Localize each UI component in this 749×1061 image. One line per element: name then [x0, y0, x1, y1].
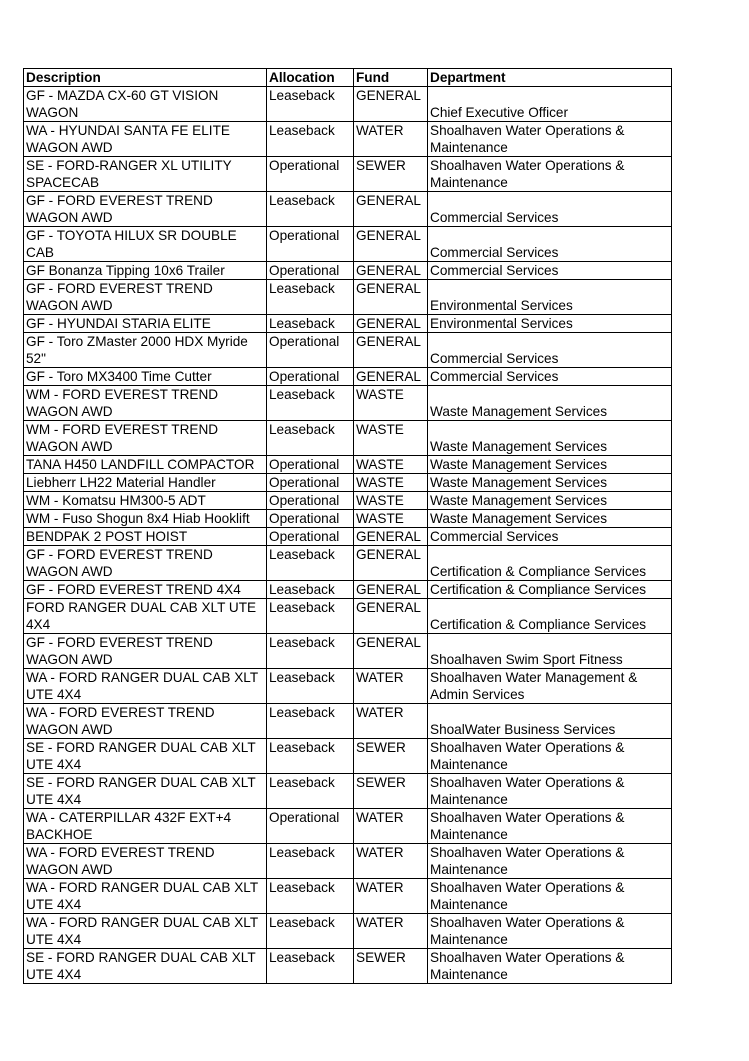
cell-allocation: Leaseback — [267, 87, 354, 122]
cell-fund: WATER — [354, 809, 428, 844]
cell-fund: WATER — [354, 669, 428, 704]
table-row — [24, 122, 672, 157]
cell-fund: GENERAL — [354, 368, 428, 386]
table-row — [24, 914, 672, 949]
cell-fund: GENERAL — [354, 546, 428, 581]
cell-description: WA - FORD RANGER DUAL CAB XLT UTE 4X4 — [24, 669, 267, 704]
cell-department: Certification & Compliance Services — [428, 581, 672, 599]
cell-fund: GENERAL — [354, 581, 428, 599]
table-header — [24, 69, 672, 87]
cell-fund: GENERAL — [354, 227, 428, 262]
cell-fund: WASTE — [354, 492, 428, 510]
cell-department: Certification & Compliance Services — [428, 546, 672, 581]
cell-department: Commercial Services — [428, 192, 672, 227]
cell-description: TANA H450 LANDFILL COMPACTOR — [24, 456, 267, 474]
cell-department: Commercial Services — [428, 262, 672, 280]
cell-allocation: Leaseback — [267, 599, 354, 634]
cell-department: Shoalhaven Water Operations & Maintenance — [428, 122, 672, 157]
cell-description: GF - MAZDA CX-60 GT VISION WAGON — [24, 87, 267, 122]
cell-department: Shoalhaven Water Operations & Maintenance — [428, 914, 672, 949]
cell-description: GF - Toro MX3400 Time Cutter — [24, 368, 267, 386]
table-row — [24, 844, 672, 879]
cell-allocation: Leaseback — [267, 844, 354, 879]
cell-department: Commercial Services — [428, 333, 672, 368]
cell-fund: WASTE — [354, 474, 428, 492]
cell-description: GF - Toro ZMaster 2000 HDX Myride 52" — [24, 333, 267, 368]
cell-description: FORD RANGER DUAL CAB XLT UTE 4X4 — [24, 599, 267, 634]
cell-description: GF - TOYOTA HILUX SR DOUBLE CAB — [24, 227, 267, 262]
table-row — [24, 879, 672, 914]
cell-description: SE - FORD RANGER DUAL CAB XLT UTE 4X4 — [24, 774, 267, 809]
cell-allocation: Leaseback — [267, 315, 354, 333]
cell-description: GF - FORD EVEREST TREND WAGON AWD — [24, 546, 267, 581]
cell-department: Shoalhaven Water Operations & Maintenance — [428, 157, 672, 192]
cell-department: Environmental Services — [428, 280, 672, 315]
cell-department: Waste Management Services — [428, 456, 672, 474]
cell-fund: WASTE — [354, 421, 428, 456]
cell-department: Waste Management Services — [428, 474, 672, 492]
table-row — [24, 333, 672, 368]
cell-allocation: Leaseback — [267, 949, 354, 984]
cell-allocation: Leaseback — [267, 704, 354, 739]
cell-allocation: Leaseback — [267, 386, 354, 421]
cell-description: SE - FORD-RANGER XL UTILITY SPACECAB — [24, 157, 267, 192]
cell-description: WA - HYUNDAI SANTA FE ELITE WAGON AWD — [24, 122, 267, 157]
cell-fund: WATER — [354, 879, 428, 914]
cell-description: WA - CATERPILLAR 432F EXT+4 BACKHOE — [24, 809, 267, 844]
table-row — [24, 456, 672, 474]
cell-description: WM - FORD EVEREST TREND WAGON AWD — [24, 421, 267, 456]
cell-fund: WATER — [354, 844, 428, 879]
cell-fund: WASTE — [354, 510, 428, 528]
cell-allocation: Operational — [267, 456, 354, 474]
cell-department: Shoalhaven Water Operations & Maintenance — [428, 949, 672, 984]
cell-department: Shoalhaven Water Management & Admin Services — [428, 669, 672, 704]
cell-allocation: Operational — [267, 368, 354, 386]
cell-fund: WATER — [354, 122, 428, 157]
cell-allocation: Leaseback — [267, 669, 354, 704]
cell-allocation: Operational — [267, 510, 354, 528]
cell-description: WM - FORD EVEREST TREND WAGON AWD — [24, 386, 267, 421]
cell-allocation: Leaseback — [267, 581, 354, 599]
cell-description: BENDPAK 2 POST HOIST — [24, 528, 267, 546]
cell-fund: SEWER — [354, 157, 428, 192]
cell-fund: SEWER — [354, 739, 428, 774]
table-row — [24, 315, 672, 333]
table-row — [24, 192, 672, 227]
cell-description: SE - FORD RANGER DUAL CAB XLT UTE 4X4 — [24, 949, 267, 984]
cell-department: Waste Management Services — [428, 510, 672, 528]
cell-description: GF - FORD EVEREST TREND WAGON AWD — [24, 192, 267, 227]
table-row — [24, 280, 672, 315]
cell-department: Shoalhaven Water Operations & Maintenance — [428, 844, 672, 879]
cell-description: WA - FORD EVEREST TREND WAGON AWD — [24, 844, 267, 879]
cell-fund: WATER — [354, 704, 428, 739]
cell-allocation: Leaseback — [267, 421, 354, 456]
column-header-department: Department — [428, 69, 672, 87]
cell-department: Commercial Services — [428, 368, 672, 386]
table-row — [24, 492, 672, 510]
table-row — [24, 386, 672, 421]
table-row — [24, 546, 672, 581]
cell-department: Waste Management Services — [428, 421, 672, 456]
cell-fund: GENERAL — [354, 315, 428, 333]
cell-allocation: Operational — [267, 809, 354, 844]
cell-allocation: Leaseback — [267, 280, 354, 315]
cell-allocation: Leaseback — [267, 546, 354, 581]
table-row — [24, 949, 672, 984]
header-row — [24, 69, 672, 87]
table-row — [24, 704, 672, 739]
cell-fund: SEWER — [354, 774, 428, 809]
cell-allocation: Operational — [267, 492, 354, 510]
cell-fund: SEWER — [354, 949, 428, 984]
cell-fund: GENERAL — [354, 87, 428, 122]
cell-allocation: Operational — [267, 157, 354, 192]
cell-department: Chief Executive Officer — [428, 87, 672, 122]
table-row — [24, 510, 672, 528]
cell-description: Liebherr LH22 Material Handler — [24, 474, 267, 492]
cell-allocation: Leaseback — [267, 914, 354, 949]
table-row — [24, 157, 672, 192]
table-body — [24, 87, 672, 984]
table-row — [24, 634, 672, 669]
cell-department: Shoalhaven Water Operations & Maintenance — [428, 739, 672, 774]
cell-allocation: Leaseback — [267, 879, 354, 914]
cell-allocation: Operational — [267, 262, 354, 280]
cell-allocation: Leaseback — [267, 774, 354, 809]
cell-allocation: Operational — [267, 333, 354, 368]
cell-fund: GENERAL — [354, 528, 428, 546]
table-row — [24, 809, 672, 844]
table-row — [24, 474, 672, 492]
table-row — [24, 669, 672, 704]
cell-department: Shoalhaven Water Operations & Maintenance — [428, 774, 672, 809]
table-row — [24, 599, 672, 634]
column-header-allocation: Allocation — [267, 69, 354, 87]
cell-allocation: Operational — [267, 528, 354, 546]
cell-allocation: Leaseback — [267, 122, 354, 157]
cell-allocation: Leaseback — [267, 634, 354, 669]
cell-department: Commercial Services — [428, 528, 672, 546]
cell-fund: GENERAL — [354, 262, 428, 280]
cell-fund: GENERAL — [354, 192, 428, 227]
cell-fund: GENERAL — [354, 333, 428, 368]
cell-allocation: Operational — [267, 227, 354, 262]
cell-department: Shoalhaven Swim Sport Fitness — [428, 634, 672, 669]
cell-fund: GENERAL — [354, 280, 428, 315]
table-row — [24, 528, 672, 546]
cell-description: WA - FORD RANGER DUAL CAB XLT UTE 4X4 — [24, 879, 267, 914]
cell-fund: WATER — [354, 914, 428, 949]
cell-department: Shoalhaven Water Operations & Maintenance — [428, 809, 672, 844]
cell-description: SE - FORD RANGER DUAL CAB XLT UTE 4X4 — [24, 739, 267, 774]
cell-fund: GENERAL — [354, 634, 428, 669]
cell-description: GF Bonanza Tipping 10x6 Trailer — [24, 262, 267, 280]
cell-department: Environmental Services — [428, 315, 672, 333]
cell-description: WM - Komatsu HM300-5 ADT — [24, 492, 267, 510]
table-row — [24, 581, 672, 599]
cell-fund: GENERAL — [354, 599, 428, 634]
table-row — [24, 774, 672, 809]
column-header-description: Description — [24, 69, 267, 87]
cell-description: GF - FORD EVEREST TREND 4X4 — [24, 581, 267, 599]
cell-department: ShoalWater Business Services — [428, 704, 672, 739]
fleet-allocation-table — [23, 68, 672, 984]
cell-description: GF - FORD EVEREST TREND WAGON AWD — [24, 634, 267, 669]
table-row — [24, 421, 672, 456]
cell-fund: WASTE — [354, 456, 428, 474]
cell-department: Certification & Compliance Services — [428, 599, 672, 634]
table-row — [24, 262, 672, 280]
cell-description: WA - FORD EVEREST TREND WAGON AWD — [24, 704, 267, 739]
cell-allocation: Operational — [267, 474, 354, 492]
table-row — [24, 227, 672, 262]
cell-department: Waste Management Services — [428, 492, 672, 510]
table-row — [24, 368, 672, 386]
cell-department: Shoalhaven Water Operations & Maintenance — [428, 879, 672, 914]
table-row — [24, 739, 672, 774]
cell-department: Commercial Services — [428, 227, 672, 262]
cell-description: WM - Fuso Shogun 8x4 Hiab Hooklift — [24, 510, 267, 528]
cell-fund: WASTE — [354, 386, 428, 421]
table-row — [24, 87, 672, 122]
column-header-fund: Fund — [354, 69, 428, 87]
cell-allocation: Leaseback — [267, 192, 354, 227]
cell-description: GF - HYUNDAI STARIA ELITE — [24, 315, 267, 333]
cell-description: GF - FORD EVEREST TREND WAGON AWD — [24, 280, 267, 315]
cell-description: WA - FORD RANGER DUAL CAB XLT UTE 4X4 — [24, 914, 267, 949]
cell-department: Waste Management Services — [428, 386, 672, 421]
cell-allocation: Leaseback — [267, 739, 354, 774]
